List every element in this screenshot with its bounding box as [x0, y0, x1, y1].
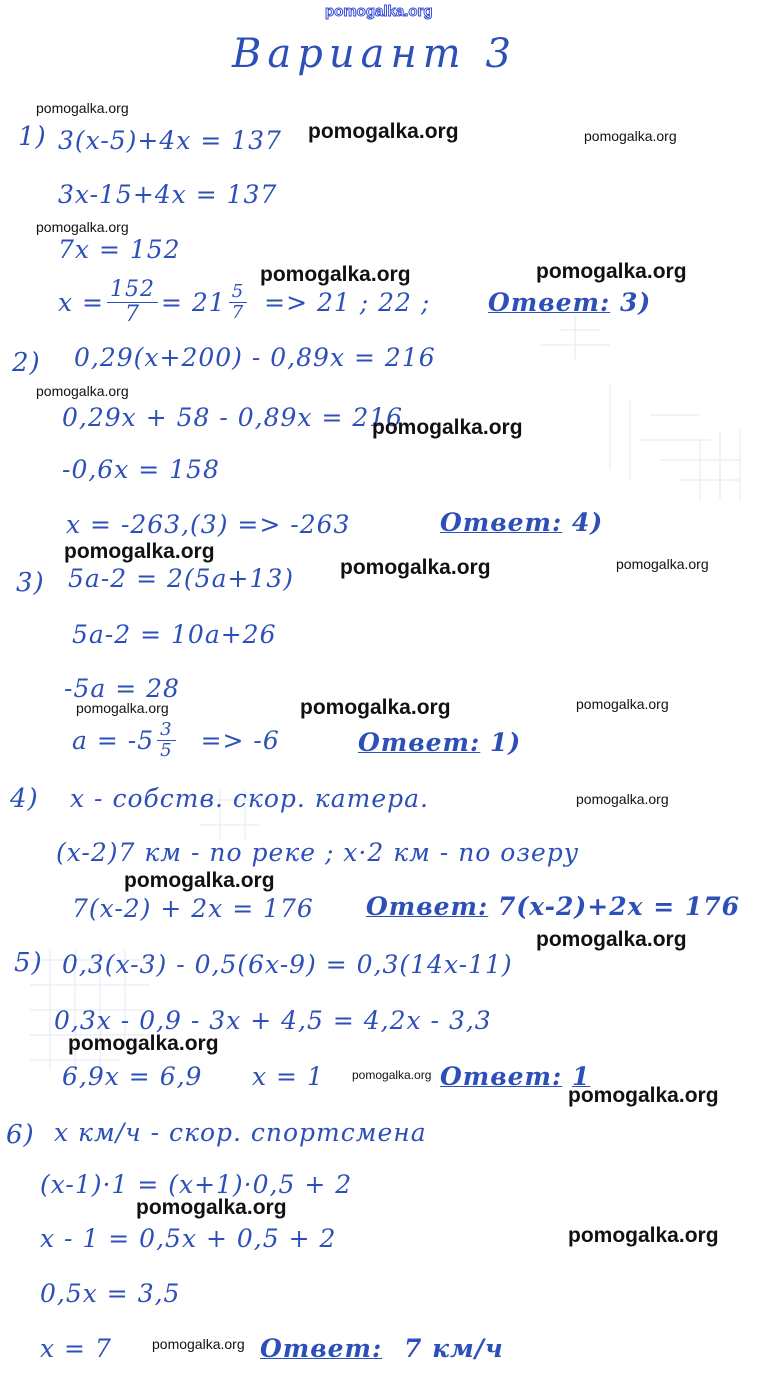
problem-3-final-line [72, 720, 280, 761]
problem-6-answer [260, 1336, 504, 1361]
watermark: pomogalka.org [68, 1032, 219, 1055]
watermark: pomogalka.org [308, 120, 459, 143]
watermark: pomogalka.org [152, 1336, 245, 1352]
problem-2-line-3: -0,6x = 158 [62, 455, 220, 484]
problem-1-final-mid: = 21 [161, 288, 226, 318]
problem-3-final-prefix: a = -5 [72, 725, 155, 755]
problem-1-line-3: 7x = 152 [58, 235, 181, 264]
watermark: pomogalka.org [576, 791, 669, 807]
problem-1-answer-label: Ответ: [488, 288, 611, 317]
problem-6-line-5: x = 7 [40, 1334, 112, 1363]
problem-5-line-2: 0,3x - 0,9 - 3x + 4,5 = 4,2x - 3,3 [54, 1006, 492, 1035]
watermark: pomogalka.org [36, 219, 129, 235]
problem-3-line-1: 5a-2 = 2(5a+13) [68, 564, 294, 593]
watermark: pomogalka.org [568, 1084, 719, 1107]
problem-4-answer [366, 894, 740, 919]
problem-4-answer-value: 7(x-2)+2x = 176 [497, 892, 741, 921]
watermark: pomogalka.org [36, 383, 129, 399]
watermark: pomogalka.org [64, 540, 215, 563]
problem-1-fraction-num: 152 [107, 278, 158, 303]
problem-1-mixed-num: 5 [229, 282, 247, 303]
watermark: pomogalka.org [616, 556, 709, 572]
problem-4-line-1: x - собств. скор. катера. [70, 784, 429, 813]
problem-1-number: 1) [18, 122, 47, 152]
problem-3-answer [358, 730, 521, 755]
problem-4-number: 4) [10, 784, 39, 814]
watermark: pomogalka.org [76, 700, 169, 716]
problem-3-fraction-den: 5 [160, 739, 173, 761]
problem-1-answer [488, 290, 651, 315]
problem-6-line-3: x - 1 = 0,5x + 0,5 + 2 [40, 1224, 337, 1253]
watermark: pomogalka.org [584, 128, 677, 144]
problem-6-line-2: (x-1)·1 = (x+1)·0,5 + 2 [40, 1170, 353, 1199]
problem-3-fraction [157, 720, 175, 761]
problem-2-answer [440, 510, 603, 535]
problem-1-line-2: 3x-15+4x = 137 [58, 180, 278, 209]
problem-5-line-3: 6,9x = 6,9 [62, 1062, 203, 1091]
problem-3-answer-label: Ответ: [358, 728, 481, 757]
problem-2-line-2: 0,29x + 58 - 0,89x = 216 [62, 403, 404, 432]
watermark: pomogalka.org [372, 416, 523, 439]
watermark: pomogalka.org [260, 263, 411, 286]
problem-5-number: 5) [14, 948, 43, 978]
problem-3-number: 3) [16, 568, 45, 598]
watermark: pomogalka.org [536, 928, 687, 951]
problem-5-line-1: 0,3(x-3) - 0,5(6x-9) = 0,3(14x-11) [62, 950, 513, 979]
problem-1-final-prefix: x = [58, 288, 104, 318]
problem-6-line-4: 0,5x = 3,5 [40, 1279, 181, 1308]
problem-6-answer-label: Ответ: [260, 1334, 383, 1363]
problem-3-line-3: -5a = 28 [64, 674, 180, 703]
watermark: pomogalka.org [300, 696, 451, 719]
watermark: pomogalka.org [136, 1196, 287, 1219]
problem-1-line-1: 3(x-5)+4x = 137 [58, 126, 282, 155]
watermark: pomogalka.org [536, 260, 687, 283]
problem-1-mixed-den: 7 [231, 302, 245, 324]
watermark: pomogalka.org [568, 1224, 719, 1247]
problem-1-fraction-den: 7 [125, 302, 140, 328]
problem-5-answer-label: Ответ: [440, 1062, 563, 1091]
problem-4-answer-label: Ответ: [366, 892, 489, 921]
watermark: pomogalka.org [36, 100, 129, 116]
problem-2-number: 2) [12, 348, 41, 378]
problem-1-answer-value: 3) [619, 288, 652, 317]
problem-2-line-4: x = -263,(3) => -263 [66, 510, 351, 539]
problem-3-answer-value: 1) [489, 728, 522, 757]
page-title: Вариант 3 [232, 31, 517, 77]
problem-6-line-1: x км/ч - скор. спортсмена [54, 1118, 427, 1147]
watermark: pomogalka.org [352, 1068, 432, 1082]
problem-1-final-suffix: => 21 ; 22 ; [264, 288, 431, 318]
watermark: pomogalka.org [124, 869, 275, 892]
watermark: pomogalka.org [340, 556, 491, 579]
problem-5-answer-value: 1 [571, 1062, 591, 1091]
problem-5-line-4: x = 1 [252, 1062, 324, 1091]
problem-2-line-1: 0,29(x+200) - 0,89x = 216 [74, 343, 436, 372]
problem-3-final-suffix: => -6 [200, 725, 280, 755]
problem-6-answer-value: 7 км/ч [403, 1334, 504, 1363]
problem-4-line-3: 7(x-2) + 2x = 176 [72, 894, 314, 923]
problem-2-answer-value: 4) [571, 508, 604, 537]
problem-1-fraction [107, 278, 158, 327]
problem-2-answer-label: Ответ: [440, 508, 563, 537]
problem-4-line-2: (x-2)7 км - по реке ; x·2 км - по озеру [56, 838, 580, 867]
problem-1-mixed-fraction [229, 282, 247, 323]
problem-6-number: 6) [6, 1120, 35, 1150]
watermark: pomogalka.org [576, 696, 669, 712]
watermark-top: pomogalka.org [325, 3, 433, 20]
problem-3-line-2: 5a-2 = 10a+26 [72, 620, 277, 649]
problem-3-fraction-num: 3 [157, 720, 175, 741]
